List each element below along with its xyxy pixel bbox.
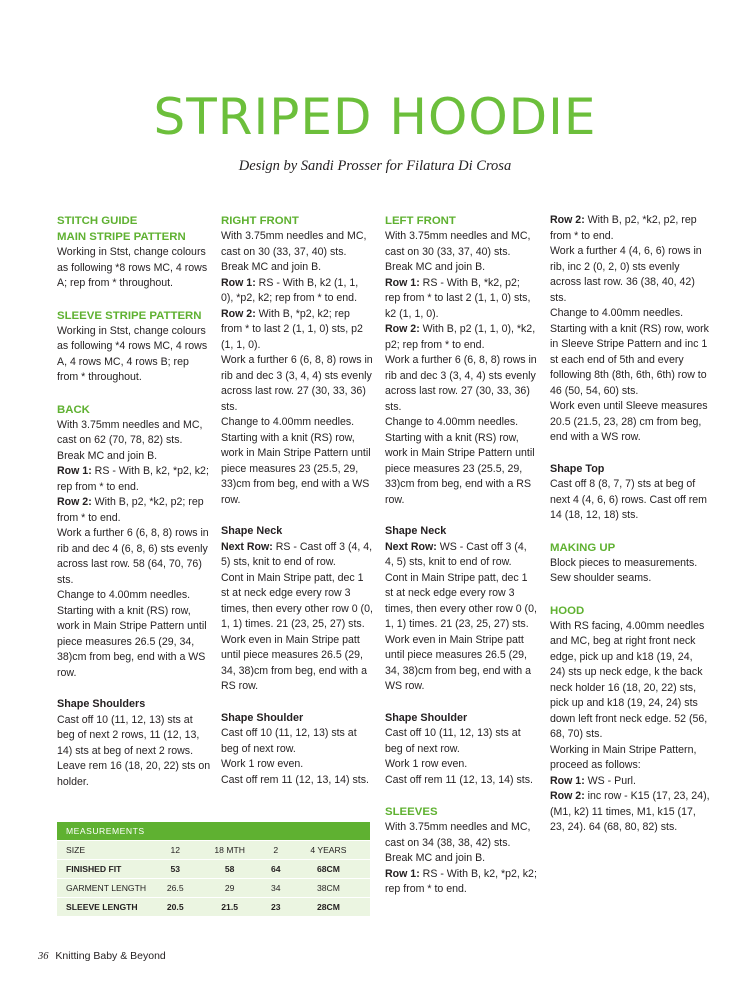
column-right-front (221, 213, 373, 788)
main-stripe-text: Working in Stst, change colours as following *8 rows MC, 4 rows A; rep from * throughout. (57, 246, 208, 289)
table-cell: 20.5 (156, 898, 195, 917)
rf-shoulder-2: Work 1 row even. (221, 758, 304, 770)
back-body: Change to 4.00mm needles. Starting with a knit (RS) row, work in Main Stripe Pattern until piece measures 26.5 (29, 34, 38)cm from beg, end with a WS row. (57, 589, 207, 679)
back-row-1: Row 1: RS - With B, k2, *p2, k2; rep from * to end. (57, 465, 209, 493)
page-footer (38, 950, 166, 962)
shape-top-heading: Shape Top (550, 462, 605, 475)
stitch-guide-heading: STITCH GUIDE (57, 215, 138, 227)
table-row (57, 879, 370, 898)
column-sleeves-hood (550, 213, 710, 836)
column-stitch-guide-back (57, 213, 212, 790)
measurements-table (57, 822, 370, 916)
table-cell: 68CM (287, 860, 370, 879)
lf-neck-even: Work even in Main Stripe patt until piece measures 26.5 (29, 34, 38)cm from beg, end with a WS row. (385, 633, 532, 692)
lf-shape-neck-heading: Shape Neck (385, 525, 447, 537)
making-up-text: Block pieces to measurements. Sew shoulder seams. (550, 556, 698, 584)
rf-shape-neck-heading: Shape Neck (221, 525, 283, 537)
lf-rib: Work a further 6 (6, 8, 8) rows in rib and dec 3 (3, 4, 4) sts evenly across last row. 27 (30, 33, 36) sts. (385, 354, 537, 413)
lf-row-1: Row 1: RS - With B, *k2, p2; rep from * to last 2 (1, 1, 0) sts, k2 (1, 1, 0). (385, 276, 531, 320)
rf-shape-shoulder-heading: Shape Shoulder (221, 711, 304, 724)
sleeves-even: Work even until Sleeve measures 20.5 (21.5, 23, 28) cm from beg, end with a WS row. (550, 400, 708, 443)
table-cell: 58 (195, 860, 265, 879)
table-cell: 38CM (287, 879, 370, 898)
table-cell: 28CM (287, 898, 370, 917)
table-cell: 53 (156, 860, 195, 879)
table-cell: 64 (265, 860, 287, 879)
rf-cast-on: With 3.75mm needles and MC, cast on 30 (33, 37, 40) sts. Break MC and join B. (221, 230, 367, 273)
back-cast-on: With 3.75mm needles and MC, cast on 62 (70, 78, 82) sts. Break MC and join B. (57, 418, 203, 462)
table-cell: 12 (156, 841, 195, 860)
table-cell: GARMENT LENGTH (57, 879, 156, 898)
lf-shoulder-3: Cast off rem 11 (12, 13, 14) sts. (385, 773, 533, 786)
table-cell: 34 (265, 879, 287, 898)
rf-shoulder-3: Cast off rem 11 (12, 13, 14) sts. (221, 773, 369, 786)
sleeves-cast-on: With 3.75mm needles and MC, cast on 34 (38, 38, 42) sts. Break MC and join B. (385, 821, 531, 864)
designer-byline: Design by Sandi Prosser for Filatura Di Crosa (238, 158, 512, 174)
publication-name: Knitting Baby & Beyond (55, 950, 166, 962)
making-up-heading: MAKING UP (550, 541, 616, 554)
back-heading: BACK (57, 403, 90, 416)
sleeve-stripe-heading: SLEEVE STRIPE PATTERN (57, 309, 202, 322)
table-cell: 23 (265, 898, 287, 917)
page-title: STRIPED HOODIE (153, 88, 597, 146)
page-number: 36 (38, 951, 49, 962)
table-row (57, 898, 370, 917)
lf-neck-next-row: Next Row: WS - Cast off 3 (4, 4, 5) sts, knit to end of row. (385, 540, 527, 568)
table-cell: FINISHED FIT (57, 860, 156, 879)
left-front-heading: LEFT FRONT (385, 215, 456, 227)
hood-row-1: Row 1: WS - Purl. (550, 774, 636, 787)
sleeves-row-2: Row 2: With B, p2, *k2, p2, rep from * to end. (550, 214, 697, 242)
right-front-heading: RIGHT FRONT (221, 215, 299, 227)
table-cell: 21.5 (195, 898, 265, 917)
shape-shoulders-text: Cast off 10 (11, 12, 13) sts at beg of next 2 rows, 11 (12, 13, 14) sts at beg of next 2 rows. Leave rem 16 (18, 20, 22) sts on holder. (57, 713, 211, 788)
rf-shoulder-1: Cast off 10 (11, 12, 13) sts at beg of next row. (221, 727, 357, 755)
back-rib: Work a further 6 (6, 8, 8) rows in rib and dec 4 (6, 8, 6) sts evenly across last row. 58 (64, 70, 76) sts. (57, 527, 209, 586)
table-cell: SIZE (57, 841, 156, 860)
size-row (57, 841, 370, 860)
table-cell: 4 YEARS (287, 841, 370, 860)
shape-top-text: Cast off 8 (8, 7, 7) sts at beg of next 4 (4, 6, 6) rows. Cast off rem 14 (18, 12, 18) sts. (550, 478, 708, 521)
hood-row-2: Row 2: inc row - K15 (17, 23, 24), (M1, k2) 11 times, M1, k15 (17, 23, 24). 64 (68, 80, 82) sts. (550, 790, 710, 833)
table-cell: 18 MTH (195, 841, 265, 860)
sleeves-row-1: Row 1: RS - With B, k2, *p2, k2; rep from * to end. (385, 867, 537, 895)
hood-proceed: Working in Main Stripe Pattern, proceed as follows: (550, 743, 697, 771)
lf-row-2: Row 2: With B, p2 (1, 1, 0), *k2, p2; rep from * to end. (385, 323, 536, 351)
sleeves-rib: Work a further 4 (4, 6, 6) rows in rib, inc 2 (0, 2, 0) sts evenly across last row. 36 (38, 40, 42) sts. (550, 245, 702, 304)
lf-shape-shoulder-heading: Shape Shoulder (385, 711, 468, 724)
rf-neck-next-row: Next Row: RS - Cast off 3 (4, 4, 5) sts, knit to end of row. (221, 540, 373, 568)
sleeves-body: Change to 4.00mm needles. Starting with a knit (RS) row, work in Sleeve Stripe Pattern and inc 1 st each end of 5th and every following 8th (8th, 6th, 6th) row to 46 (50, 54, 60) sts. (550, 307, 709, 397)
table-cell: SLEEVE LENGTH (57, 898, 156, 917)
table-row (57, 860, 370, 879)
sleeve-stripe-text: Working in Stst, change colours as following *4 rows MC, 4 rows A, 4 rows MC, 4 rows B; rep from * throughout. (57, 324, 208, 383)
rf-body: Change to 4.00mm needles. Starting with a knit (RS) row, work in Main Stripe Pattern until piece measures 23 (25.5, 29, 33)cm from beg, end with a WS row. (221, 416, 371, 506)
lf-neck-dec: Cont in Main Stripe patt, dec 1 st at neck edge every row 3 times, then every other row 0 (0, 1, 1) times. 21 (23, 25, 27) sts. (385, 571, 537, 630)
hood-heading: HOOD (550, 604, 585, 617)
column-left-front-sleeves (385, 213, 537, 898)
rf-rib: Work a further 6 (6, 8, 8) rows in rib and dec 3 (3, 4, 4) sts evenly across last row. 27 (30, 33, 36) sts. (221, 354, 373, 413)
main-stripe-heading: MAIN STRIPE PATTERN (57, 231, 186, 243)
rf-row-2: Row 2: With B, *p2, k2; rep from * to last 2 (1, 1, 0) sts, p2 (1, 1, 0). (221, 307, 363, 351)
hood-pick-up: With RS facing, 4.00mm needles and MC, beg at right front neck edge, pick up and k18 (19, 24, 24) sts up neck edge, k the back neck holder 16 (18, 20, 22) sts, pick up and k18 (19, 24, 24) sts down left front neck edge. 52 (56, 68, 70) sts. (550, 619, 708, 740)
lf-body: Change to 4.00mm needles. Starting with a knit (RS) row, work in Main Stripe Pattern until piece measures 23 (25.5, 29, 33)cm from beg, end with a RS row. (385, 416, 535, 506)
table-cell: 29 (195, 879, 265, 898)
rf-neck-dec: Cont in Main Stripe patt, dec 1 st at neck edge every row 3 times, then every other row 0 (0, 1, 1) times. 21 (23, 25, 27) sts. (221, 571, 373, 630)
rf-neck-even: Work even in Main Stripe patt until piece measures 26.5 (29, 34, 38)cm from beg, end with a RS row. (221, 633, 368, 692)
rf-row-1: Row 1: RS - With B, k2 (1, 1, 0), *p2, k2; rep from * to end. (221, 276, 359, 304)
back-row-2: Row 2: With B, p2, *k2, p2; rep from * to end. (57, 496, 204, 524)
lf-shoulder-1: Cast off 10 (11, 12, 13) sts at beg of next row. (385, 727, 521, 755)
lf-shoulder-2: Work 1 row even. (385, 758, 468, 770)
table-cell: 26.5 (156, 879, 195, 898)
lf-cast-on: With 3.75mm needles and MC, cast on 30 (33, 37, 40) sts. Break MC and join B. (385, 230, 531, 273)
table-cell: 2 (265, 841, 287, 860)
sleeves-heading: SLEEVES (385, 806, 438, 818)
shape-shoulders-heading: Shape Shoulders (57, 698, 146, 710)
measurements-header: MEASUREMENTS (57, 822, 370, 840)
